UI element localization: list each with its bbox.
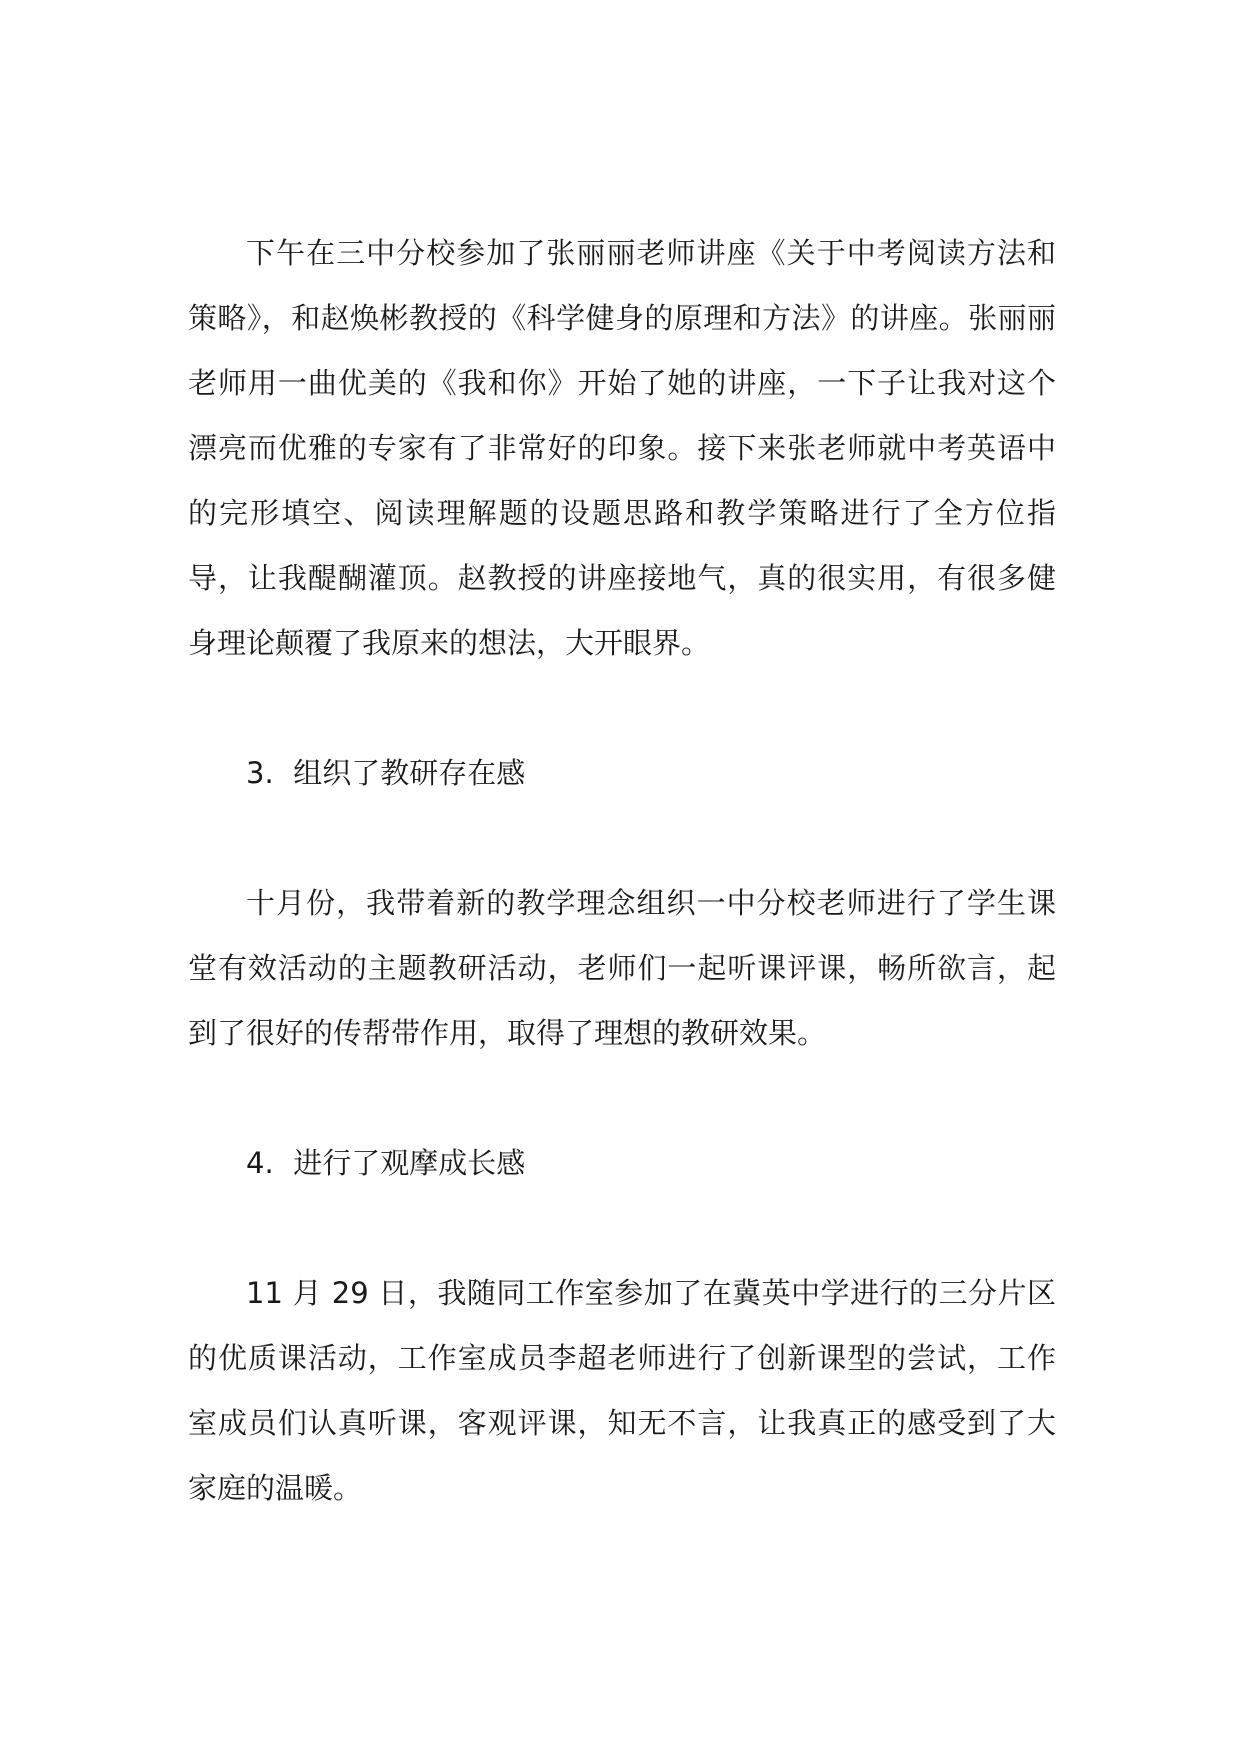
section-number-4: 4. [246,1146,274,1180]
section-title-4: 进行了观摩成长感 [293,1146,526,1180]
document-body [188,221,1056,1521]
paragraph-research-activity: 十月份，我带着新的教学理念组织一中分校老师进行了学生课堂有效活动的主题教研活动，老师们一起听课评课，畅所欲言，起到了很好的传帮带作用，取得了理想的教研效果。 [188,886,1056,1050]
paragraph-spacer [188,806,1056,871]
paragraph-spacer [188,1066,1056,1131]
section-title-3: 组织了教研存在感 [293,756,526,790]
section-heading-4 [188,1131,1056,1196]
paragraph-spacer [188,1196,1056,1261]
section-number-3: 3. [246,756,274,790]
paragraph-spacer [188,676,1056,741]
section-heading-3 [188,741,1056,806]
paragraph-lecture-notes: 下午在三中分校参加了张丽丽老师讲座《关于中考阅读方法和策略》，和赵焕彬教授的《科学健身的原理和方法》的讲座。张丽丽老师用一曲优美的《我和你》开始了她的讲座，一下子让我对这个漂亮而优雅的专家有了非常好的印象。接下来张老师就中考英语中的完形填空、阅读理解题的设题思路和教学策略进行了全方位指导，让我醍醐灌顶。赵教授的讲座接地气，真的很实用，有很多健身理论颠覆了我原来的想法，大开眼界。 [188,236,1056,660]
paragraph-observation-class: 11 月 29 日，我随同工作室参加了在冀英中学进行的三分片区的优质课活动，工作室成员李超老师进行了创新课型的尝试，工作室成员们认真听课，客观评课，知无不言，让我真正的感受到了大家庭的温暖。 [188,1276,1056,1505]
